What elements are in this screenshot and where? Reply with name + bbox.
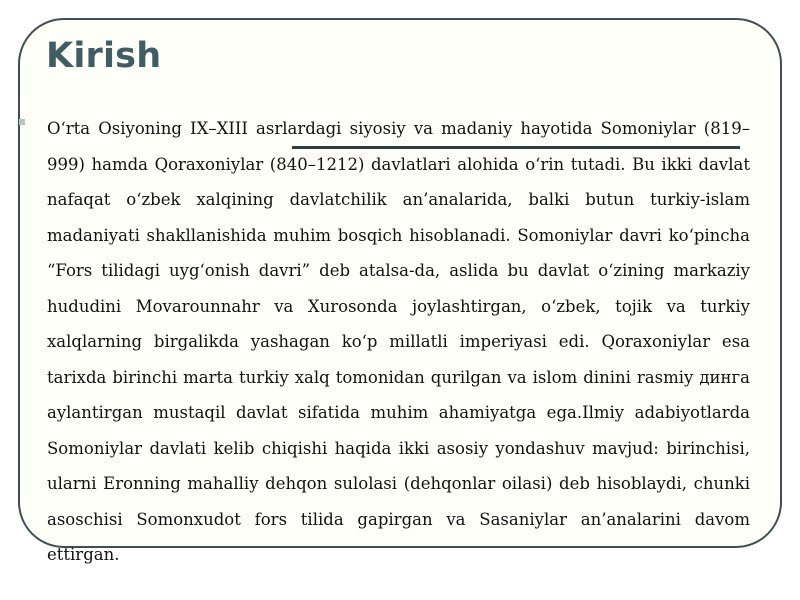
body-paragraph: O‘rta Osiyoning IX–XIII asrlardagi siyosiy va madaniy hayotida Somoniylar (819–999) hamda Qoraxoniylar (840–1212) davlatlari alohida o‘rin tutadi. Bu ikki davlat nafaqat o‘zbek xalqining davlatchilik an’analarida, balki butun turkiy-islam madaniyati shakllanishida muhim bosqich hisoblanadi. Somoniylar davri ko‘pincha “Fors tilidagi uyg‘onish davri” deb atalsa-da, aslida bu davlat o‘zining markaziy hududini Movarounnahr va Xurosonda joylashtirgan, o‘zbek, tojik va turkiy xalqlarning birgalikda yashagan ko‘p millatli imperiyasi edi. Qoraxoniylar esa tarixda birinchi marta turkiy xalq tomonidan qurilgan va islom dinini rasmiy динга aylantirgan mustaqil davlat sifatida muhim ahamiyatga ega.Ilmiy adabiyotlarda Somoniylar davlati kelib chiqishi haqida ikki asosiy yondashuv mavjud: birinchisi, ularni Eronning mahalliy dehqon sulolasi (dehqonlar oilasi) deb hisoblaydi, chunki asoschisi Somonxudot fors tilida gapirgan va Sasaniylar an’analarini davom ettirgan. bbox=[47, 119, 750, 564]
slide-title: Kirish bbox=[46, 36, 162, 76]
bullet-icon bbox=[19, 119, 25, 125]
